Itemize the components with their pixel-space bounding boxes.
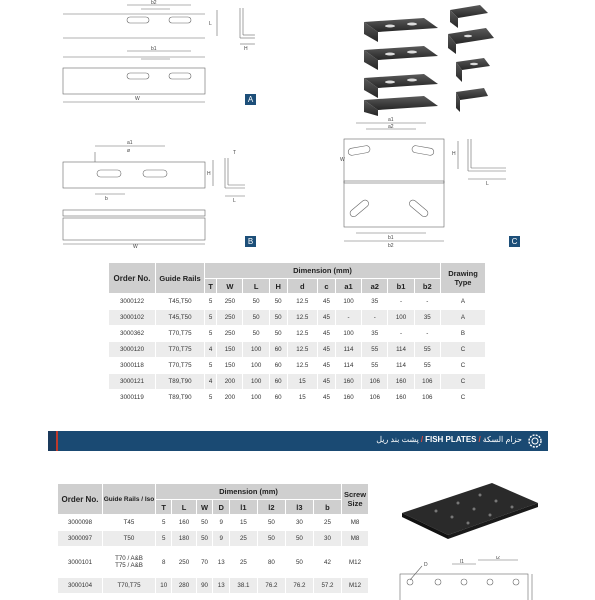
dimension-cell: 13 (213, 578, 228, 593)
dimension-cell: 25 (314, 515, 341, 530)
dimension-cell: 150 (217, 342, 242, 357)
dimension-cell: 114 (388, 358, 413, 373)
dimension-cell: 45 (318, 374, 335, 389)
angle-brackets-photo (360, 0, 520, 118)
dimension-cell: 50 (197, 515, 213, 530)
order-no-cell: 3000121 (109, 374, 155, 389)
col-a2: a2 (362, 279, 387, 293)
table-row (58, 515, 368, 530)
dimension-cell: 50 (243, 326, 268, 341)
dimension-cell: 57.2 (314, 578, 341, 593)
dimension-cell: 100 (243, 390, 268, 405)
dimension-cell: 5 (156, 531, 171, 546)
guide-rails-cell: T70,T75 (156, 326, 204, 341)
dimension-cell: 12.5 (288, 358, 317, 373)
drawing-type-cell: A (441, 310, 485, 325)
col-drawing-type: Drawing Type (441, 263, 485, 293)
table-row (109, 358, 485, 373)
col-d: D (213, 500, 228, 514)
dimension-cell: 45 (318, 294, 335, 309)
guide-rails-cell: T50 (103, 531, 155, 546)
dimension-cell: 35 (362, 294, 387, 309)
dimension-cell: 25 (230, 531, 257, 546)
guide-rails-cell: T70,T75 (103, 578, 155, 593)
dimension-cell: 15 (288, 390, 317, 405)
dim-label: b2 (151, 0, 157, 6)
drawing-type-cell: B (441, 326, 485, 341)
dimension-cell: 5 (205, 310, 216, 325)
dim-label: b1 (151, 46, 157, 52)
dimension-cell: 12.5 (288, 310, 317, 325)
dimension-cell: 250 (172, 547, 195, 577)
guide-rails-cell: T89,T90 (156, 374, 204, 389)
dimension-cell: 280 (172, 578, 195, 593)
dimension-cell: 45 (318, 390, 335, 405)
order-no-cell: 3000098 (58, 515, 102, 530)
order-no-cell: 3000097 (58, 531, 102, 546)
dim-label: T (233, 150, 237, 156)
dimension-cell: 100 (243, 374, 268, 389)
dimension-cell: 38.1 (230, 578, 257, 593)
banner-title: پشت بند ریل / FISH PLATES / حزام السكة (376, 435, 522, 444)
fish-plate-photo (396, 475, 546, 545)
dimension-cell: 13 (213, 547, 228, 577)
dim-label: W (133, 244, 138, 250)
dim-label: a1 (127, 140, 133, 146)
table-row (109, 326, 485, 341)
table-row (58, 531, 368, 546)
dimension-cell: 114 (336, 358, 361, 373)
col-t: T (156, 500, 171, 514)
dimension-cell: 12.5 (288, 294, 317, 309)
guide-rails-cell: T45 (103, 515, 155, 530)
dimension-cell: 50 (270, 310, 287, 325)
guide-rails-cell: T70,T75 (156, 342, 204, 357)
order-no-cell: 3000122 (109, 294, 155, 309)
dimension-cell: 30 (286, 515, 313, 530)
dimension-cell: 180 (172, 531, 195, 546)
dimension-cell: 12.5 (288, 342, 317, 357)
banner-accent-stripe (48, 431, 58, 451)
col-guide-rails: Guide Rails (156, 263, 204, 293)
dimension-cell: 200 (217, 374, 242, 389)
table-row (109, 294, 485, 309)
dimension-cell: - (362, 310, 387, 325)
order-no-cell: 3000102 (109, 310, 155, 325)
dim-label: ø (127, 148, 131, 154)
col-a1: a1 (336, 279, 361, 293)
dimension-cell: - (388, 326, 413, 341)
banner-title-arabic: حزام السكة (482, 435, 522, 444)
dimension-cell: 50 (270, 326, 287, 341)
dimension-cell: 15 (288, 374, 317, 389)
dimension-cell: 250 (217, 310, 242, 325)
dimension-cell: 5 (205, 326, 216, 341)
col-b: b (314, 500, 341, 514)
dimension-cell: 50 (197, 531, 213, 546)
drawing-b-label: B (245, 236, 256, 247)
dimension-cell: 80 (258, 547, 285, 577)
dimension-cell: 70 (197, 547, 213, 577)
screw-size-cell: M8 (342, 515, 368, 530)
dimension-cell: 42 (314, 547, 341, 577)
dimension-cell: 60 (270, 374, 287, 389)
dimension-cell: 60 (270, 342, 287, 357)
dim-label: L (209, 21, 212, 27)
dimension-cell: 106 (362, 374, 387, 389)
drawing-c (336, 115, 526, 250)
dimension-cell: 9 (213, 531, 228, 546)
dim-label: H (207, 171, 211, 177)
dimension-cell: 5 (205, 358, 216, 373)
dimension-cell: 100 (243, 358, 268, 373)
col-dimension: Dimension (mm) (205, 263, 440, 278)
dimension-cell: 114 (388, 342, 413, 357)
drawing-b (55, 138, 265, 250)
drawing-type-cell: C (441, 374, 485, 389)
guide-rails-cell: T45,T50 (156, 294, 204, 309)
dim-label: l2 (496, 556, 500, 561)
dimension-cell: 45 (318, 326, 335, 341)
col-h: H (270, 279, 287, 293)
dimension-cell: 50 (243, 294, 268, 309)
dimension-cell: 5 (156, 515, 171, 530)
col-l2: l2 (258, 500, 285, 514)
dimension-cell: 106 (415, 390, 440, 405)
table-row (109, 390, 485, 405)
dimension-cell: 55 (415, 358, 440, 373)
dimension-cell: 50 (286, 531, 313, 546)
dimension-cell: 150 (217, 358, 242, 373)
screw-size-cell: M12 (342, 578, 368, 593)
col-order-no: Order No. (109, 263, 155, 293)
dimension-cell: 50 (243, 310, 268, 325)
table-row (58, 578, 368, 593)
dimension-cell: 76.2 (286, 578, 313, 593)
dimension-cell: 4 (205, 342, 216, 357)
col-l: L (243, 279, 268, 293)
dim-label: b2 (388, 243, 394, 249)
col-w: W (197, 500, 213, 514)
dimension-cell: 12.5 (288, 326, 317, 341)
table-row (58, 547, 368, 577)
dimension-cell: 50 (258, 531, 285, 546)
dimension-cell: 45 (318, 310, 335, 325)
banner-title-english: FISH PLATES (425, 435, 477, 444)
dimension-cell: 114 (336, 342, 361, 357)
dimension-cell: 9 (213, 515, 228, 530)
dimension-cell: - (415, 294, 440, 309)
dimension-cell: 160 (388, 374, 413, 389)
dimension-cell: 106 (362, 390, 387, 405)
dimension-cell: 100 (243, 342, 268, 357)
dimension-cell: 250 (217, 326, 242, 341)
gear-icon (526, 432, 544, 450)
dimension-cell: 55 (415, 342, 440, 357)
dim-label: W (135, 96, 140, 102)
dim-label: L (486, 181, 489, 187)
fishplate-spec-table (57, 483, 369, 594)
dim-label: a2 (388, 124, 394, 130)
dimension-cell: 45 (318, 358, 335, 373)
dimension-cell: 10 (156, 578, 171, 593)
dim-label: l1 (460, 559, 464, 565)
col-t: T (205, 279, 216, 293)
col-l3: l3 (286, 500, 313, 514)
order-no-cell: 3000101 (58, 547, 102, 577)
dim-label: b1 (388, 235, 394, 241)
col-d: d (288, 279, 317, 293)
dim-label: b (105, 196, 108, 202)
dimension-cell: 90 (197, 578, 213, 593)
guide-rails-cell: T89,T90 (156, 390, 204, 405)
dimension-cell: - (415, 326, 440, 341)
col-w: W (217, 279, 242, 293)
dimension-cell: 160 (388, 390, 413, 405)
dimension-cell: 25 (230, 547, 257, 577)
dimension-cell: 55 (362, 358, 387, 373)
col-screw-size: Screw Size (342, 484, 368, 514)
drawing-type-cell: C (441, 358, 485, 373)
table-row (109, 342, 485, 357)
guide-rails-cell: T45,T50 (156, 310, 204, 325)
dimension-cell: 76.2 (258, 578, 285, 593)
col-b2: b2 (415, 279, 440, 293)
table-row (109, 374, 485, 389)
dimension-cell: 5 (205, 294, 216, 309)
dim-label: H (244, 46, 248, 52)
dimension-cell: - (388, 294, 413, 309)
dimension-cell: - (336, 310, 361, 325)
col-c: c (318, 279, 335, 293)
col-b1: b1 (388, 279, 413, 293)
angle-spec-table (108, 262, 486, 406)
dim-label: D (424, 562, 428, 568)
fish-plate-drawing (392, 556, 542, 600)
dimension-cell: 60 (270, 390, 287, 405)
dimension-cell: 55 (362, 342, 387, 357)
dimension-cell: 160 (172, 515, 195, 530)
dimension-cell: 4 (205, 374, 216, 389)
order-no-cell: 3000104 (58, 578, 102, 593)
dimension-cell: 100 (388, 310, 413, 325)
drawing-a-label: A (245, 94, 256, 105)
order-no-cell: 3000118 (109, 358, 155, 373)
guide-rails-cell: T70,T75 (156, 358, 204, 373)
order-no-cell: 3000362 (109, 326, 155, 341)
drawing-a (55, 0, 265, 110)
table-row (109, 310, 485, 325)
fish-plates-banner (48, 431, 548, 451)
guide-rails-cell: T70 / A&B T75 / A&B (103, 547, 155, 577)
dimension-cell: 50 (270, 294, 287, 309)
dimension-cell: 5 (205, 390, 216, 405)
dimension-cell: 160 (336, 374, 361, 389)
dimension-cell: 100 (336, 294, 361, 309)
dim-label: H (452, 151, 456, 157)
dimension-cell: 45 (318, 342, 335, 357)
col-order-no: Order No. (58, 484, 102, 514)
dimension-cell: 35 (362, 326, 387, 341)
col-l: L (172, 500, 195, 514)
dimension-cell: 250 (217, 294, 242, 309)
banner-title-persian: پشت بند ریل (376, 435, 419, 444)
order-no-cell: 3000119 (109, 390, 155, 405)
dimension-cell: 15 (230, 515, 257, 530)
dimension-cell: 160 (336, 390, 361, 405)
col-guide-rails-iso: Guide Rails / Iso (103, 484, 155, 514)
col-l1: l1 (230, 500, 257, 514)
dimension-cell: 60 (270, 358, 287, 373)
dimension-cell: 50 (286, 547, 313, 577)
drawing-c-label: C (509, 236, 520, 247)
dimension-cell: 100 (336, 326, 361, 341)
drawing-type-cell: C (441, 390, 485, 405)
dimension-cell: 50 (258, 515, 285, 530)
col-dimension: Dimension (mm) (156, 484, 341, 499)
screw-size-cell: M12 (342, 547, 368, 577)
drawing-type-cell: C (441, 342, 485, 357)
dim-label: a1 (388, 117, 394, 123)
dimension-cell: 106 (415, 374, 440, 389)
dimension-cell: 30 (314, 531, 341, 546)
screw-size-cell: M8 (342, 531, 368, 546)
order-no-cell: 3000120 (109, 342, 155, 357)
drawing-type-cell: A (441, 294, 485, 309)
dim-label: W (340, 157, 345, 163)
dim-label: L (233, 198, 236, 204)
dimension-cell: 200 (217, 390, 242, 405)
dimension-cell: 8 (156, 547, 171, 577)
dimension-cell: 35 (415, 310, 440, 325)
